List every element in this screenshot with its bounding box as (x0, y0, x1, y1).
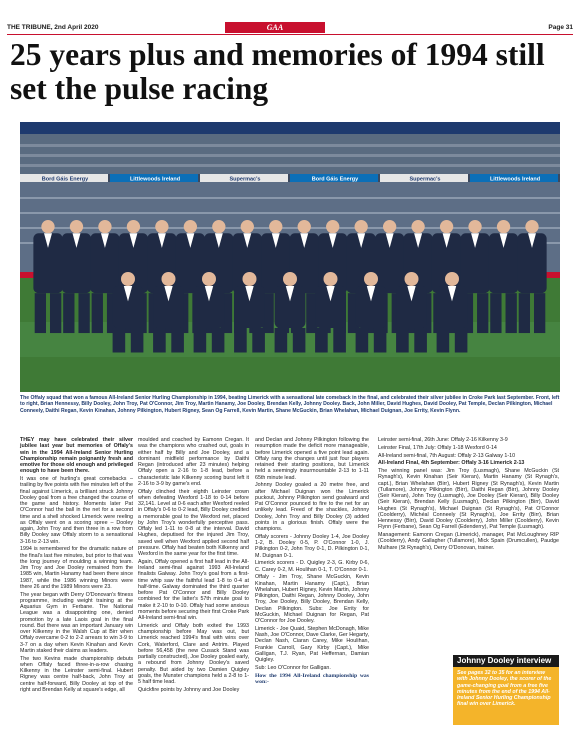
limerick-scorers: Limerick scorers - D. Quigley 2-3, G. Kirby 0-6, C. Carey 0-2, M. Houlihan 0-1, T. O'Connor 0-1. (255, 560, 369, 573)
article-column-3 (255, 437, 369, 687)
article-paragraph: Quickfire points by Johnny and Joe Dooley (138, 686, 240, 693)
sidebar-title: Johnny Dooley interview (453, 655, 559, 667)
upper-stand (20, 134, 560, 174)
headline-text: 25 years plus and memories of 1994 still set the pulse racing (10, 37, 545, 106)
limerick-team: Limerick - Joe Quaid, Stephen McDonagh, Mike Nash, Joe O'Connor, Dave Clarke, Ger Hegarty, Declan Nash, Ciaran Carey, Mike Houlihan, Frankie Carroll, Gary Kirby (Capt.), Mike Galligan, T.J. Ryan, Pat Heffernan, Damian Quigley. (255, 625, 369, 663)
photo-caption: The Offaly squad that won a famous All-Ireland Senior Hurling Championship in 1994, beating Limerick with a sensational late comeback in the final, and celebrated their silver jubilee in Croke Park last September. Front, left to right, Brian Hennessy, Billy Dooley, John Troy, Pat O'Connor, Jim Troy, Martin Hanamy, Joe Dooley, Brendan Kelly, Johnny Dooley. Back, John Miller, David Hughes, David Dooley, Pat Temple, Declan Pilkington, Michael Conneely, Daithi Regan, Kevin Kinahan, Johnny Pilkington, Hubert Rigney, Sean Og Farrell, Kevin Martin, Shane McGuckin, Brian Whelahan, Michael Duignan, Joe Errity, Kevin Flynn. (20, 395, 560, 414)
article-paragraph: and Declan and Johnny Pilkington following the resumption made the deficit more manageable, before Limerick opened a five point lead again. Offaly rang the changes until just four players retained their starting positions, but Limerick held a seemingly insurmountable 2-13 to 1-11 65th minute lead. (255, 437, 369, 481)
page-number: Page 31 (548, 24, 573, 31)
team-photo (20, 122, 560, 392)
championship-subhead: How the 1994 All-Ireland championship was won:- (255, 672, 369, 685)
ad-banner-text: Bord Gáis Energy (311, 176, 359, 183)
article-paragraph: The year began with Derry O'Donovan's fitness programme, including weight training at the Aquarius Gym in Ferbane. The National League was a disappointing one, denied promotion by a late Laois goal in the final round. But there was an important January win over Kilkenny in the Walsh Cup at Birr when Offaly overcame 0-2 to 2-2 arrears to win 3-9 to 3-7 on a day when Kevin Kinahan and Kevin Martin staked their claims as leaders. (20, 591, 133, 654)
ad-banner (380, 174, 468, 183)
result-all-ireland-final: All-Ireland Final, 4th September: Offaly 3-16 Limerick 2-13 (378, 460, 525, 467)
article-paragraph: Offaly clinched their eighth Leinster crown when defeating Wexford 1-18 to 0-14 before 32,141. Level at 0-6 each after Wexford reeled in Offaly's 0-6 to 0-2 lead, Billy Dooley credited a memorable goal to the Wexford net, placed by John Troy's wonderfully perceptive pass. Offaly led 1-11 to 0-8 at the interval. David Hughes, deputised for the injured Jim Troy, saved well when Wexford applied second half pressure. Offaly had beaten both Kilkenny and Wexford in the same year for the first time. (138, 488, 249, 557)
winning-panel: The winning panel was: Jim Troy (Lusmagh), Shane McGuckin (St Rynagh's), Kevin Kinahan (Seir Kieran), Martin Hanamy (St Rynagh's, capt.), Brian Whelahan (Birr), Hubert Rigney (St Rynagh's), Kevin Martin (Tullamore), Johnny Pilkington (Birr), Daithi Regan (Birr), Johnny Dooley (Seir Kieran), John Troy (Lusmagh), Joe Dooley (Seir Kieran), Billy Dooley (Seir Kieran), Brendan Kelly (Lusmagh), Declan Pilkington (Birr), David Hughes (St Rynagh's), Michael Duignan (St Rynagh's), Pat O'Connor (Coolderry), Michéal Conneely (St Rynagh's), Joe Errity (Birr), Brian Hennessy (Birr), David Dooley (Coolderry), John Miller (Coolderry), Kevin Flynn (Ferbane), Sean Og Farrell (Edenderry), Pat Temple (Lusmagh). (378, 468, 559, 531)
ad-banner (200, 174, 288, 183)
interview-sidebar (453, 655, 559, 725)
article-paragraph: Again, Offaly opened a first half lead in the All-Ireland semi-final against 1993 All-Ireland finalists Galway. John Troy's goal from a first-time whip saw the faithful lead 1-8 to 0-4 at half-time. Galway dominated the third quarter before Pat O'Connor and Billy Dooley combined for the latter's 57th minute goal to make it 2-10 to 0-10. Offaly had some anxious moments before securing their first Croke Park All-Ireland semi-final win. (138, 558, 249, 621)
article-column-1 (20, 437, 133, 695)
ad-banner (20, 174, 108, 183)
article-paragraph: 1994 is remembered for the dramatic nature of the final's last five minutes, but prior to that was the long journey of moulding a winning team. Jim Troy and Joe Dooley remained from the 1985 win, Martin Hanamy had been there since 1987, while the 1986 winning Minors were there 26 and the 1989 Minors were 23. (20, 546, 133, 590)
article-paragraph: moulded and coached by Eamonn Cregan. It was the champions who crashed out, goals in either half by Billy and Joe Dooley, and a dominant midfield performance by Daithi Regan (introduced after 23 minutes) helping Offaly open a 2-16 to 1-8 lead, before a characteristic late Kilkenny scoring burst left it 2-16 to 3-9 by game's end. (138, 437, 249, 487)
article-paragraph: The two Kevins made championship debuts when Offaly faced three-in-a-row chasing Kilkenny in the Leinster semi-final. Hubert Rigney was centre half-back, John Troy at centre half-forward, Billy Dooley at top of the right and Brendan Kelly at square's edge, all (20, 655, 133, 693)
result-leinster-final: Leinster Final, 17th July: Offaly 1-18 Wexford 0-14 (378, 444, 497, 451)
ad-banner (110, 174, 198, 183)
publication-date: THE TRIBUNE, 2nd April 2020 (7, 24, 99, 31)
headline (10, 38, 575, 106)
page-header (7, 22, 573, 33)
article-paragraph: Limerick and Offaly both exited the 1993 championship before May was out, but Limerick reached 1994's final with wins over Cork, Waterford, Clare and Antrim. Played before 56,458 (the new Cusack Stand was partially constructed), Joe Dooley goaled early, a rebound from Johnny Dooley's saved penalty. But aided by two Damien Quigley goals, the Munster champions held a 2-8 to 1-5 half time lead. (138, 622, 249, 685)
ad-banner-text: Supermac's (229, 176, 261, 183)
offaly-scorers: Offaly scorers - Johnny Dooley 1-4, Joe Dooley 1-2, B. Dooley 0-5, P. O'Connor 1-0, J. Pilkington 0-2, John Troy 0-1, D. Pilkington 0-1, M. Duignan 0-1. (255, 533, 369, 559)
article-paragraph: It was one of hurling's great comebacks – trailing by five points with five minutes left of the final against Limerick, a brilliant struck Johnny Dooley goal from a free changed the course of the game and history. Moments later Pat O'Connor had the ball in the net for a second time and a shell shocked Limerick were reeling as Offaly went on a scoring spree – Dooley again, John Troy and then three in a row from Billy Dooley saw Offaly storm to a sensational 3-16 to 2-13 win. (20, 476, 133, 545)
ad-banner (470, 174, 558, 183)
section-label: GAA (225, 22, 325, 33)
ad-banner-text: Bord Gáis Energy (41, 176, 89, 183)
sidebar-body: See pages 32 to 35 for an interview with Johnny Dooley, the scorer of the game-changing goal from a free five minutes from the end of the 1994 All-Ireland Senior Hurling Championship final win over Limerick. (457, 670, 552, 708)
header-rule (7, 34, 573, 35)
management: Management: Eamonn Cregan (Limerick), manager, Pat McLoughney RIP (Coolderry), Andy Gallagher (Tullamore), Mick Spain (Drumcullen), Paudge Mulhare (St Rynagh's), Derry O'Donovan, trainer. (378, 532, 559, 551)
article-paragraph: Johnny Dooley goaled a 20 metre free, and after Michael Duignan won the Limerick puckout, Johnny Pilkington send goalward and Pat O'Connor pounced to fire to the net for an unlikely lead. Freed of the shackles, Johnny Dooley, John Troy and Billy Dooley (3) added points in a glorious finish. Offaly were the champions. (255, 482, 369, 532)
ad-banner-text: Littlewoods Ireland (129, 176, 181, 183)
ad-banner-text: Littlewoods Ireland (489, 176, 541, 183)
article-column-4 (378, 437, 559, 552)
offaly-team: Offaly - Jim Troy, Shane McGuckin, Kevin Kinahan, Martin Hanamy (Capt.), Brian Whelahan, Hubert Rigney, Kevin Martin, Johnny Pilkington, Daithi Regan, Johnny Dooley, John Troy, Joe Dooley, Billy Dooley, Brendan Kelly, Declan Pilkington. Subs: Joe Errity for McGuckin, Michael Duignan for Regan, Pat O'Connor for Joe Dooley. (255, 574, 369, 624)
ad-banner-text: Supermac's (409, 176, 441, 183)
team-photo-illustration (20, 122, 560, 392)
article-column-2 (138, 437, 249, 695)
result-all-ireland-semi: All-Ireland semi-final, 7th August: Offaly 2-13 Galway 1-10 (378, 452, 516, 459)
limerick-subs: Sub: Leo O'Connor for Galligan. (255, 664, 331, 671)
result-leinster-semi: Leinster semi-final, 26th June: Offaly 2-16 Kilkenny 3-9 (378, 437, 508, 443)
article-lead: THEY may have celebrated their silver jubilee last year but memories of Offaly's win in the 1994 All-Ireland Senior Hurling Championship remain poignantly fresh and emotive for those old enough and privileged enough to have been there. (20, 437, 133, 475)
ad-banner (290, 174, 378, 183)
